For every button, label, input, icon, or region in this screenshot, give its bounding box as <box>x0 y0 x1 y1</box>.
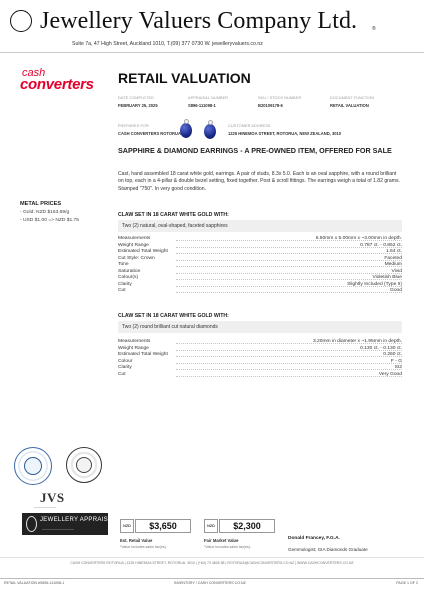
signer-name: Donald Francey, F.G.A. <box>288 536 340 541</box>
brand-logo-top: cash <box>22 67 46 79</box>
meta-value-date: FEBRUARY 25, 2025 <box>118 103 158 108</box>
retail-value-note: *Value includes sales tax(es). <box>120 545 167 549</box>
spec-label: Clarity <box>118 365 132 370</box>
spec-label: Colour <box>118 358 133 364</box>
earring-left-sapphire <box>180 123 192 138</box>
spec-value: F - G <box>390 358 402 364</box>
meta-value-appraisal: S896-111098-1 <box>188 103 216 108</box>
spec-row <box>118 269 402 275</box>
footer-document-id: RETAIL VALUATION #S896-111098-1 <box>4 581 65 585</box>
footer-divider <box>0 557 424 558</box>
section-title-sapphires: CLAW SET IN 18 CARAT WHITE GOLD WITH: <box>118 212 229 218</box>
spec-value: Violetish Blue <box>372 275 402 280</box>
ring-icon <box>26 516 37 532</box>
earring-right-diamond <box>208 120 213 125</box>
spec-label: Saturation <box>118 268 141 274</box>
spec-row <box>118 339 402 345</box>
earring-left-diamond <box>184 119 189 124</box>
crest-icon <box>76 457 92 473</box>
appraisers-logo-rule: —————————— <box>42 527 74 531</box>
jvs-logo-rule: ——————— <box>34 505 57 509</box>
company-logo-icon <box>10 10 32 32</box>
company-name: Jewellery Valuers Company Ltd. <box>40 8 358 34</box>
spec-label: Tone <box>118 262 129 267</box>
spec-row <box>118 359 402 365</box>
metal-prices-title: METAL PRICES <box>20 201 62 207</box>
meta-label-sku: SKU / STOCK NUMBER <box>258 96 302 100</box>
spec-value: Faceted <box>384 255 402 261</box>
spec-value: 0.130 ct. - 0.130 ct. <box>360 345 402 351</box>
spec-label: Estimated Total Weight <box>118 249 168 254</box>
prepared-for-value: CASH CONVERTERS ROTORUA <box>118 131 181 136</box>
earring-right-sapphire <box>204 124 216 139</box>
jvs-logo: JVS <box>40 490 65 505</box>
retail-value-amount: $3,650 <box>135 519 191 533</box>
fair-market-value-amount: $2,300 <box>219 519 275 533</box>
appraisers-logo-text: JEWELLERY APPRAISERS <box>40 517 122 523</box>
footer-center: INVENTORY / CASH CONVERTERS CO.NZ <box>174 581 246 585</box>
spec-label: Cut <box>118 288 126 293</box>
spec-row <box>118 365 402 371</box>
spec-value: Vivid <box>391 268 402 274</box>
spec-value: 1.64 ct. <box>385 249 402 254</box>
spec-value: 0.787 ct. - 0.852 ct. <box>360 242 402 248</box>
spec-row <box>118 372 402 378</box>
currency-label: NZD <box>204 519 218 533</box>
spec-label: Weight Range <box>118 345 149 351</box>
prepared-for-label: PREPARED FOR <box>118 124 149 128</box>
fair-market-value-label: Fair Market Value <box>204 538 239 543</box>
spec-label: Clarity <box>118 281 132 287</box>
spec-row <box>118 256 402 262</box>
spec-row <box>118 352 402 358</box>
header-divider <box>0 52 424 53</box>
spec-row <box>118 346 402 352</box>
spec-value: Very Good <box>378 371 402 377</box>
spec-row <box>118 282 402 288</box>
page-number: PAGE 1 OF 2 <box>396 581 418 585</box>
brand-logo-bottom: converters <box>20 76 94 93</box>
spec-value: 3.20mm in diameter x ~1.95mm in depth. <box>312 339 402 344</box>
meta-value-function: RETAIL VALUATION <box>330 103 369 108</box>
footer-divider-bottom <box>0 578 424 579</box>
footer-contact: CASH CONVERTERS ROTORUA | 1225 HINEMOA STREET, ROTORUA, 3010 | (+64) 73 4826 58 | ROTORUA@CASHCONVERTERS.CO.NZ | WWW.CASHCONVERTERS.CO.NZ <box>70 561 354 565</box>
spec-label: Cut <box>118 371 126 377</box>
registered-mark-icon: ® <box>372 26 376 32</box>
spec-row <box>118 243 402 249</box>
spec-row <box>118 262 402 268</box>
signer-title: Gemmologist; GIA Diamonds Graduate <box>288 547 368 552</box>
section-title-diamonds: CLAW SET IN 18 CARAT WHITE GOLD WITH: <box>118 313 229 319</box>
spec-value: 6.50mm x 5.00mm x ~3.00mm in depth. <box>315 236 402 241</box>
spec-label: Measurements <box>118 236 151 241</box>
meta-label-function: DOCUMENT FUNCTION <box>330 96 375 100</box>
section-summary-diamonds: Two (2) round brilliant cut natural diamonds <box>118 321 402 333</box>
spec-value: SI2 <box>394 365 402 370</box>
spec-row <box>118 236 402 242</box>
globe-icon <box>24 457 42 475</box>
fair-market-value-note: *Value includes sales tax(es). <box>204 545 251 549</box>
spec-label: Colour(s) <box>118 275 139 280</box>
item-description: Cast, hand assembled 18 carat white gold, earrings. A pair of studs, 8.3x 5.0. Each is an oval sapphire, with a round brilliant on top, each in a 4-pillar & double bezel setting, fixed together. Post & scroll fittings. The earrings weigh a total of 1.82 grams. Stamped "750". In very good condition. <box>118 171 400 192</box>
page-title: RETAIL VALUATION <box>118 70 251 86</box>
customer-address-value: 1225 HINEMOA STREET, ROTORUA, NEW ZEALAND, 3010 <box>228 131 342 136</box>
currency-label: NZD <box>120 519 134 533</box>
meta-label-date: DATE COMPLETED <box>118 96 154 100</box>
metal-price-gold: - Gold: NZD $163.69/g <box>20 210 70 215</box>
spec-value: 0.260 ct. <box>383 352 402 357</box>
meta-value-sku: B20109178-6 <box>258 103 283 108</box>
customer-address-label: CUSTOMER ADDRESS <box>228 124 271 128</box>
retail-value-label: Est. Retail Value <box>120 538 153 543</box>
company-address: Suite 7a, 47 High Street, Auckland 1010, T.(09) 377 0730 W. jewelleryvaluers.co.nz <box>72 41 263 47</box>
spec-value: Good <box>390 288 402 293</box>
spec-row <box>118 275 402 281</box>
spec-row <box>118 249 402 255</box>
spec-value: Medium <box>384 262 402 267</box>
spec-label: Measurements <box>118 339 151 344</box>
item-title: SAPPHIRE & DIAMOND EARRINGS - A PRE-OWNED ITEM, OFFERED FOR SALE <box>118 146 392 155</box>
spec-label: Cut Style: Crown <box>118 255 155 261</box>
spec-label: Estimated Total Weight <box>118 352 168 357</box>
spec-row <box>118 288 402 294</box>
spec-label: Weight Range <box>118 242 149 248</box>
meta-label-appraisal: APPRAISAL NUMBER <box>188 96 229 100</box>
spec-value: Slightly Included (Type II) <box>347 281 402 287</box>
section-summary-sapphires: Two (2) natural, oval-shaped, faceted sapphires <box>118 220 402 232</box>
metal-price-usd: - USD $1.00 => NZD $1.75 <box>20 218 79 223</box>
